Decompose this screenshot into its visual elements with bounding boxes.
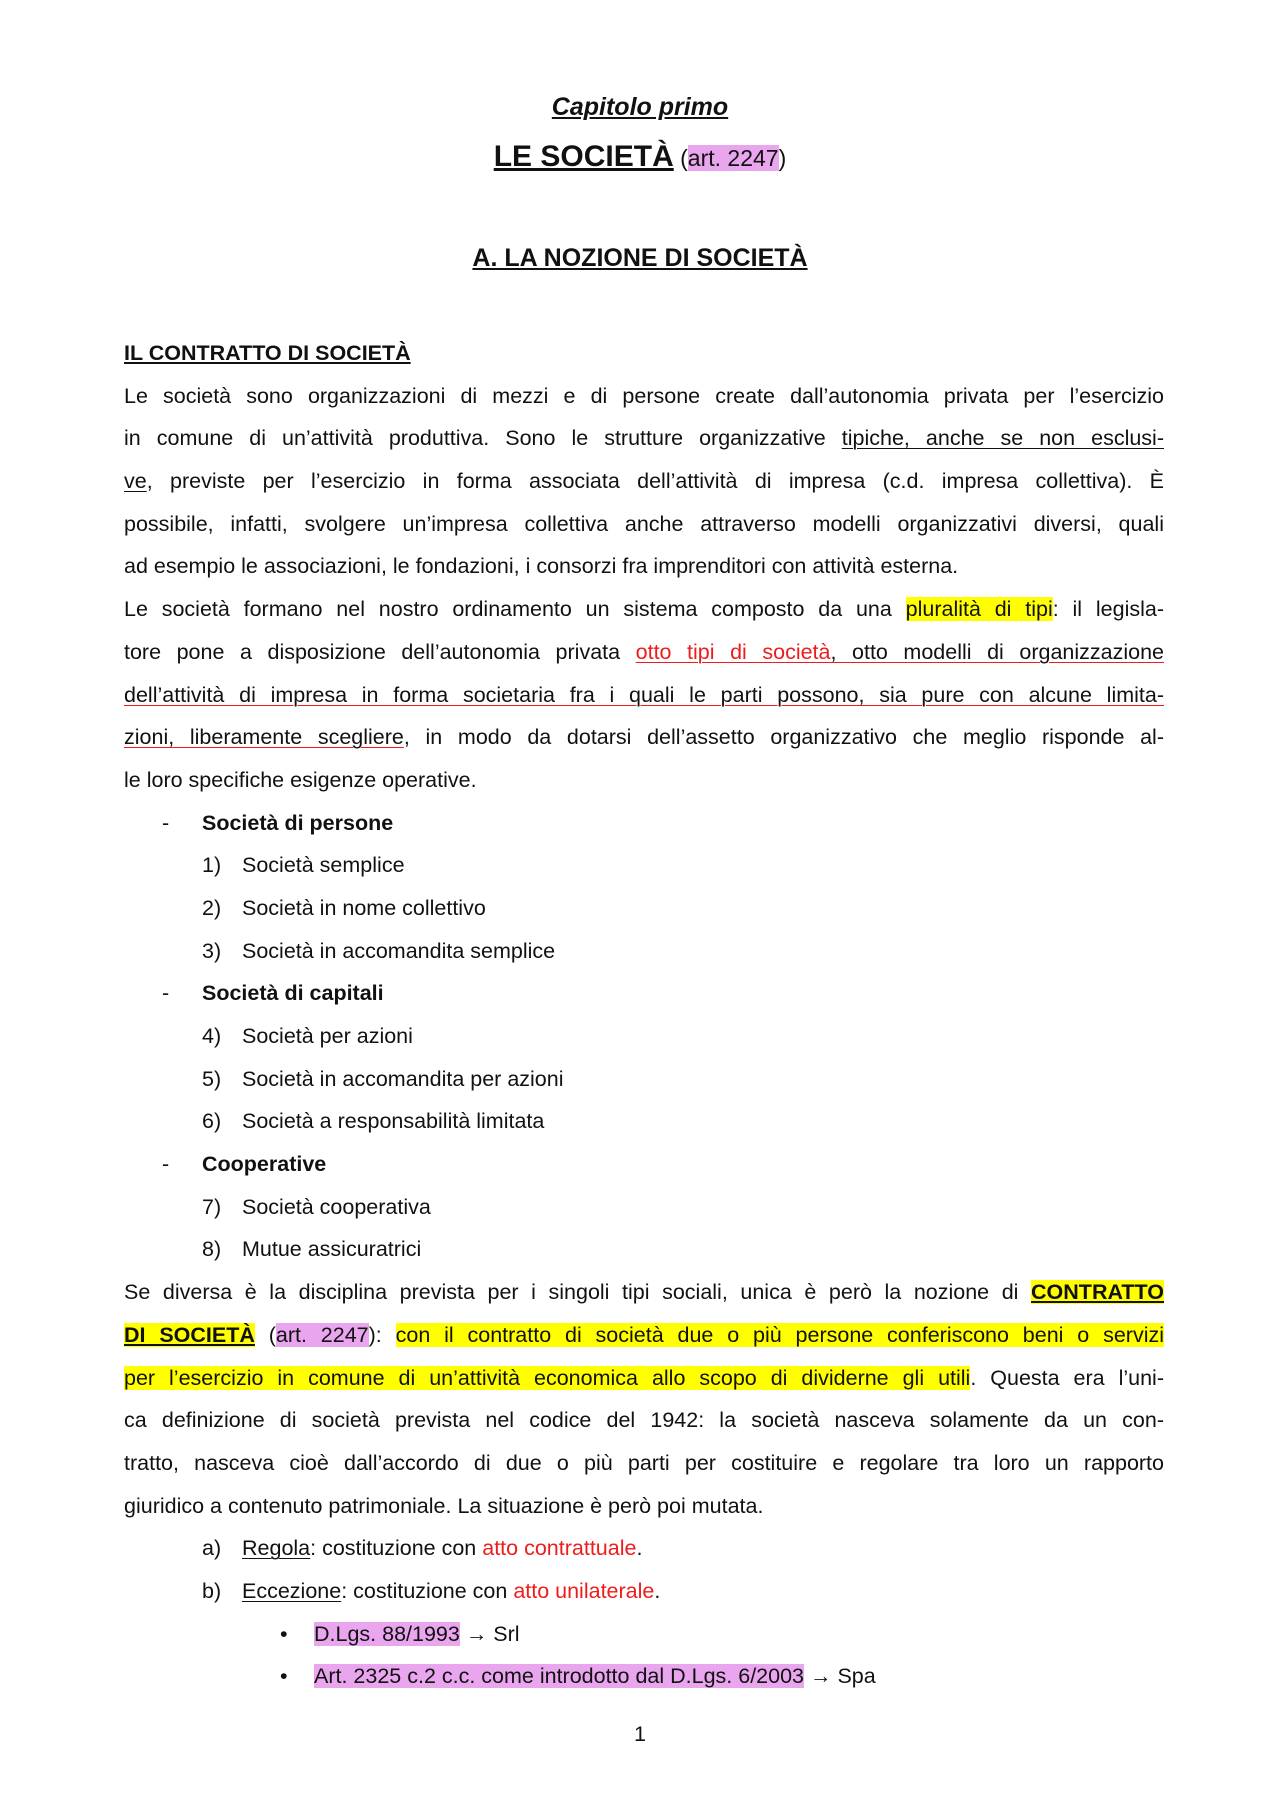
type-item bbox=[124, 1186, 1164, 1229]
type-label: Società cooperativa bbox=[242, 1194, 431, 1219]
type-number: 1) bbox=[202, 853, 222, 878]
group-dash: - bbox=[162, 981, 170, 1006]
group-item bbox=[124, 1143, 1164, 1186]
group-dash: - bbox=[162, 810, 170, 835]
section-heading: A. LA NOZIONE DI SOCIETÀ bbox=[472, 244, 808, 272]
bullet-symbol: • bbox=[280, 1621, 288, 1646]
type-item bbox=[124, 887, 1164, 930]
type-item bbox=[124, 1100, 1164, 1143]
rule-letter: a) bbox=[202, 1536, 222, 1561]
type-item bbox=[124, 1015, 1164, 1058]
bullet-law-ref: Art. 2325 c.2 c.c. come introdotto dal D.Lgs. 6/2003 bbox=[314, 1664, 804, 1689]
type-item bbox=[124, 930, 1164, 973]
para3-text: ): bbox=[368, 1322, 396, 1347]
type-label: Società per azioni bbox=[242, 1024, 413, 1048]
para1-underlined: ve bbox=[124, 469, 147, 494]
bullet-result: Srl bbox=[493, 1621, 520, 1646]
para2-line bbox=[124, 588, 1164, 631]
para2-text: le loro specifiche esigenze operative. bbox=[124, 767, 477, 792]
para3-highlight: per l’esercizio in comune di un’attività economica allo scopo di dividerne gli utili bbox=[124, 1365, 971, 1390]
exception-letter: b) bbox=[202, 1578, 222, 1603]
group-item bbox=[124, 802, 1164, 845]
para2-underlined: zioni, liberamente scegliere bbox=[124, 725, 404, 750]
para1-text: in comune di un’attività produttiva. Sono le strutture organizzative bbox=[124, 426, 842, 451]
chapter-label: Capitolo primo bbox=[551, 93, 729, 121]
para3-text: giuridico a contenuto patrimoniale. La situazione è però poi mutata. bbox=[124, 1493, 764, 1518]
type-item bbox=[124, 1058, 1164, 1101]
type-label: Società a responsabilità limitata bbox=[242, 1109, 545, 1134]
rule-red-text: atto contrattuale bbox=[482, 1536, 637, 1561]
para1-line bbox=[124, 417, 1164, 460]
para2-red-text: otto tipi di società bbox=[635, 639, 831, 664]
type-number: 7) bbox=[202, 1194, 222, 1219]
title-open-paren: ( bbox=[673, 145, 688, 171]
bullet-law-ref: D.Lgs. 88/1993 bbox=[314, 1621, 460, 1646]
para2-line bbox=[124, 674, 1164, 717]
para2-line bbox=[124, 631, 1164, 674]
arrow-icon: → bbox=[804, 1664, 838, 1689]
exception-text: : costituzione con bbox=[341, 1578, 514, 1603]
rule-text: : costituzione con bbox=[310, 1536, 483, 1561]
para1-text: ad esempio le associazioni, le fondazioni, i consorzi fra imprenditori con attività esterna. bbox=[124, 554, 959, 579]
exception-item bbox=[124, 1570, 1164, 1613]
para1-line bbox=[124, 545, 1164, 588]
title-article-ref: art. 2247 bbox=[687, 145, 779, 171]
group-dash: - bbox=[162, 1152, 170, 1177]
type-item bbox=[124, 844, 1164, 887]
para3-text: tratto, nasceva cioè dall’accordo di due o più parti per costituire e regolare tra loro un rapporto bbox=[124, 1450, 1164, 1475]
chapter-title bbox=[0, 140, 1280, 174]
para1-text: possibile, infatti, svolgere un’impresa collettiva anche attraverso modelli organizzativi diversi, quali bbox=[124, 511, 1164, 536]
type-number: 8) bbox=[202, 1237, 222, 1262]
para3-line bbox=[124, 1357, 1164, 1400]
para2-text: : il legisla- bbox=[1052, 597, 1164, 622]
para3-text: . Questa era l’uni- bbox=[970, 1365, 1164, 1390]
type-label: Società in nome collettivo bbox=[242, 895, 486, 920]
para1-line bbox=[124, 503, 1164, 546]
bullet-item bbox=[124, 1655, 1164, 1698]
group-label: Società di capitali bbox=[202, 981, 384, 1006]
type-label: Mutue assicuratrici bbox=[242, 1237, 422, 1262]
bullet-symbol: • bbox=[280, 1664, 288, 1689]
type-label: Società in accomandita per azioni bbox=[242, 1066, 564, 1091]
contract-heading: IL CONTRATTO DI SOCIETÀ bbox=[124, 341, 411, 365]
para3-key-term: DI SOCIETÀ bbox=[124, 1322, 255, 1347]
type-number: 5) bbox=[202, 1066, 222, 1091]
rule-item bbox=[124, 1527, 1164, 1570]
para1-text: Le società sono organizzazioni di mezzi e di persone create dall’autonomia privata per l’esercizio bbox=[124, 383, 1164, 408]
para2-text: Le società formano nel nostro ordinamento un sistema composto da una bbox=[124, 597, 906, 622]
para3-line bbox=[124, 1399, 1164, 1442]
para3-line bbox=[124, 1271, 1164, 1314]
arrow-icon: → bbox=[459, 1621, 494, 1646]
para2-text: tore pone a disposizione dell’autonomia privata bbox=[124, 639, 636, 664]
page-number: 1 bbox=[634, 1722, 646, 1746]
exception-red-text: atto unilaterale bbox=[513, 1578, 655, 1603]
para3-text: Se diversa è la disciplina prevista per i singoli tipi sociali, unica è però la nozione di bbox=[124, 1280, 1032, 1305]
title-close-paren: ) bbox=[778, 145, 787, 171]
para2-underlined: , otto modelli di organizzazione bbox=[830, 639, 1164, 664]
bullet-result: Spa bbox=[837, 1664, 876, 1689]
para2-highlight: pluralità di tipi bbox=[905, 597, 1053, 622]
type-item bbox=[124, 1228, 1164, 1271]
type-number: 4) bbox=[202, 1024, 222, 1048]
para3-key-term: CONTRATTO bbox=[1031, 1280, 1164, 1305]
type-label: Società semplice bbox=[242, 853, 405, 878]
para1-line bbox=[124, 375, 1164, 418]
para3-highlight: con il contratto di società due o più persone conferiscono beni o servizi bbox=[395, 1322, 1164, 1347]
para3-text: ca definizione di società prevista nel codice del 1942: la società nasceva solamente da un con- bbox=[124, 1408, 1164, 1433]
document-body bbox=[124, 332, 1164, 1698]
bullet-item bbox=[124, 1613, 1164, 1656]
para2-underlined: dell’attività di impresa in forma societaria fra i quali le parti possono, sia pure con alcune limita- bbox=[124, 682, 1164, 707]
exception-end: . bbox=[654, 1578, 661, 1603]
para3-text: ( bbox=[254, 1322, 276, 1347]
exception-term: Eccezione bbox=[242, 1578, 342, 1603]
para3-line bbox=[124, 1485, 1164, 1528]
para1-line bbox=[124, 460, 1164, 503]
group-item bbox=[124, 972, 1164, 1015]
para2-text: , in modo da dotarsi dell’assetto organizzativo che meglio risponde al- bbox=[403, 725, 1164, 750]
contract-heading-line bbox=[124, 332, 1164, 375]
rule-term: Regola bbox=[242, 1536, 311, 1561]
para3-line bbox=[124, 1442, 1164, 1485]
type-number: 3) bbox=[202, 938, 222, 963]
title-main: LE SOCIETÀ bbox=[493, 140, 674, 173]
type-label: Società in accomandita semplice bbox=[242, 938, 556, 963]
para1-underlined: tipiche, anche se non esclusi- bbox=[841, 426, 1164, 451]
para2-line bbox=[124, 759, 1164, 802]
type-number: 2) bbox=[202, 895, 222, 920]
type-number: 6) bbox=[202, 1109, 222, 1134]
para3-article-ref: art. 2247 bbox=[275, 1322, 369, 1347]
group-label: Società di persone bbox=[202, 810, 394, 835]
group-label: Cooperative bbox=[202, 1152, 327, 1177]
para2-line bbox=[124, 716, 1164, 759]
rule-end: . bbox=[636, 1536, 643, 1561]
para1-text: , previste per l’esercizio in forma associata dell’attività di impresa (c.d. impresa collettiva). È bbox=[146, 469, 1164, 494]
para3-line bbox=[124, 1314, 1164, 1357]
